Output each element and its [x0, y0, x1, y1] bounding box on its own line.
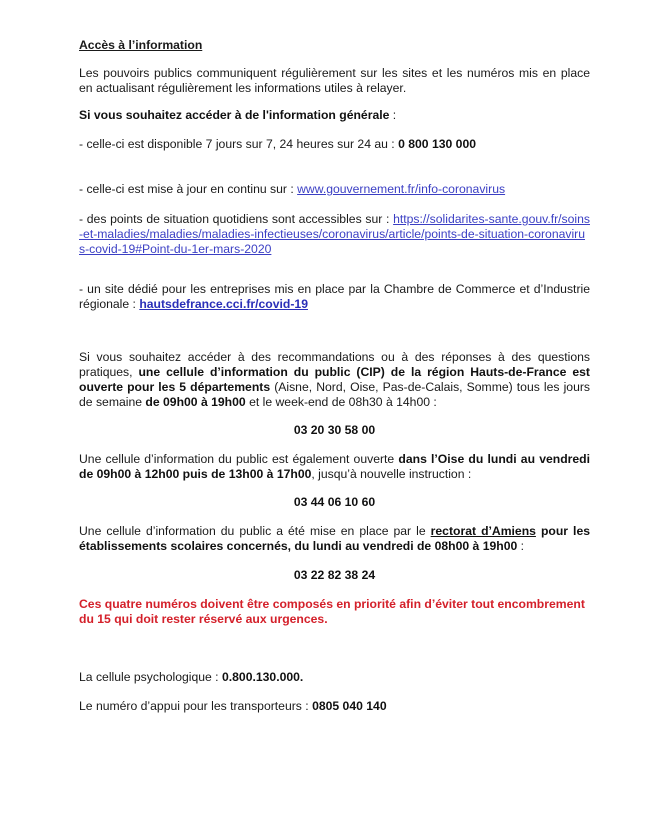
cip-hours: de 09h00 à 19h00	[145, 395, 246, 409]
cip-text: et le week-end de 08h30 à 14h00 :	[245, 395, 437, 409]
transport-label: Le numéro d’appui pour les transporteurs :	[79, 699, 313, 713]
hotline-number: 0 800 130 000	[398, 137, 477, 151]
item-text: - des points de situation quotidiens sont accessibles sur :	[79, 212, 394, 226]
item-text: - un site dédié pour les entreprises mis en place par la Chambre de Commerce et d’Industrie régionale :	[79, 282, 590, 311]
item-text: - celle-ci est disponible 7 jours sur 7, 24 heures sur 24 au :	[79, 137, 399, 151]
psy-line	[79, 670, 590, 685]
oise-text: Une cellule d’information du public est également ouverte	[79, 452, 399, 466]
page-title: Accès à l’information	[79, 38, 203, 52]
item-cci-link	[79, 282, 590, 312]
oise-text: , jusqu’à nouvelle instruction :	[311, 467, 472, 481]
rectorat-text: :	[517, 539, 525, 553]
general-heading-text: Si vous souhaitez accéder à de l'information générale	[79, 108, 390, 122]
heading-suffix: :	[389, 108, 397, 122]
transport-number: 0805 040 140	[312, 699, 387, 713]
intro-paragraph: Les pouvoirs publics communiquent régulièrement sur les sites et les numéros mis en place en actualisant régulièrement les informations utiles à relayer.	[79, 66, 590, 95]
cip-paragraph	[79, 350, 590, 410]
priority-warning: Ces quatre numéros doivent être composés en priorité afin d’éviter tout encombrement du 15 qui doit rester réservé aux urgences.	[79, 597, 585, 626]
oise-phone-number: 03 44 06 10 60	[293, 495, 376, 509]
cci-link[interactable]: hautsdefrance.cci.fr/covid-19	[139, 297, 308, 311]
cip-phone	[79, 423, 590, 438]
rectorat-text: Une cellule d’information du public a été mise en place par le	[79, 524, 431, 538]
cip-text: Si vous souhaitez accéder à des recommandations ou à des réponses à des questions pratiques,	[79, 350, 590, 379]
solidarites-sante-link[interactable]: https://solidarites-sante.gouv.fr/soins-et-maladies/maladies/maladies-infectieuses/coronavirus/article/points-de-situation-coronavirus-covid-19#Point-du-1er-mars-2020	[79, 212, 590, 256]
cip-phone-number: 03 20 30 58 00	[293, 423, 376, 437]
rectorat-phone-number: 03 22 82 38 24	[293, 568, 376, 582]
cip-text: (Aisne, Nord, Oise, Pas-de-Calais, Somme) tous les jours de semaine	[79, 380, 590, 409]
oise-phone	[79, 495, 590, 510]
oise-bold: dans l’Oise du lundi au vendredi de 09h00 à 12h00 puis de 13h00 à 17h00	[79, 452, 590, 481]
gouvernement-link[interactable]: www.gouvernement.fr/info-coronavirus	[297, 182, 506, 196]
item-text: - celle-ci est mise à jour en continu sur :	[79, 182, 298, 196]
item-sante-link	[79, 212, 590, 257]
oise-paragraph	[79, 452, 590, 482]
rectorat-paragraph	[79, 524, 590, 554]
rectorat-name: rectorat d’Amiens	[430, 524, 536, 538]
transport-line	[79, 699, 590, 714]
psy-number: 0.800.130.000.	[221, 670, 304, 684]
general-heading	[79, 108, 590, 123]
cip-bold: une cellule d’information du public (CIP) de la région Hauts-de-France est ouverte pour les 5 départements	[79, 365, 590, 394]
rectorat-bold: pour les établissements scolaires concernés, du lundi au vendredi de 08h00 à 19h00	[79, 524, 590, 553]
psy-label: La cellule psychologique :	[79, 670, 222, 684]
item-gouv-link	[79, 182, 590, 197]
rectorat-phone	[79, 568, 590, 583]
item-hotline	[79, 137, 590, 152]
